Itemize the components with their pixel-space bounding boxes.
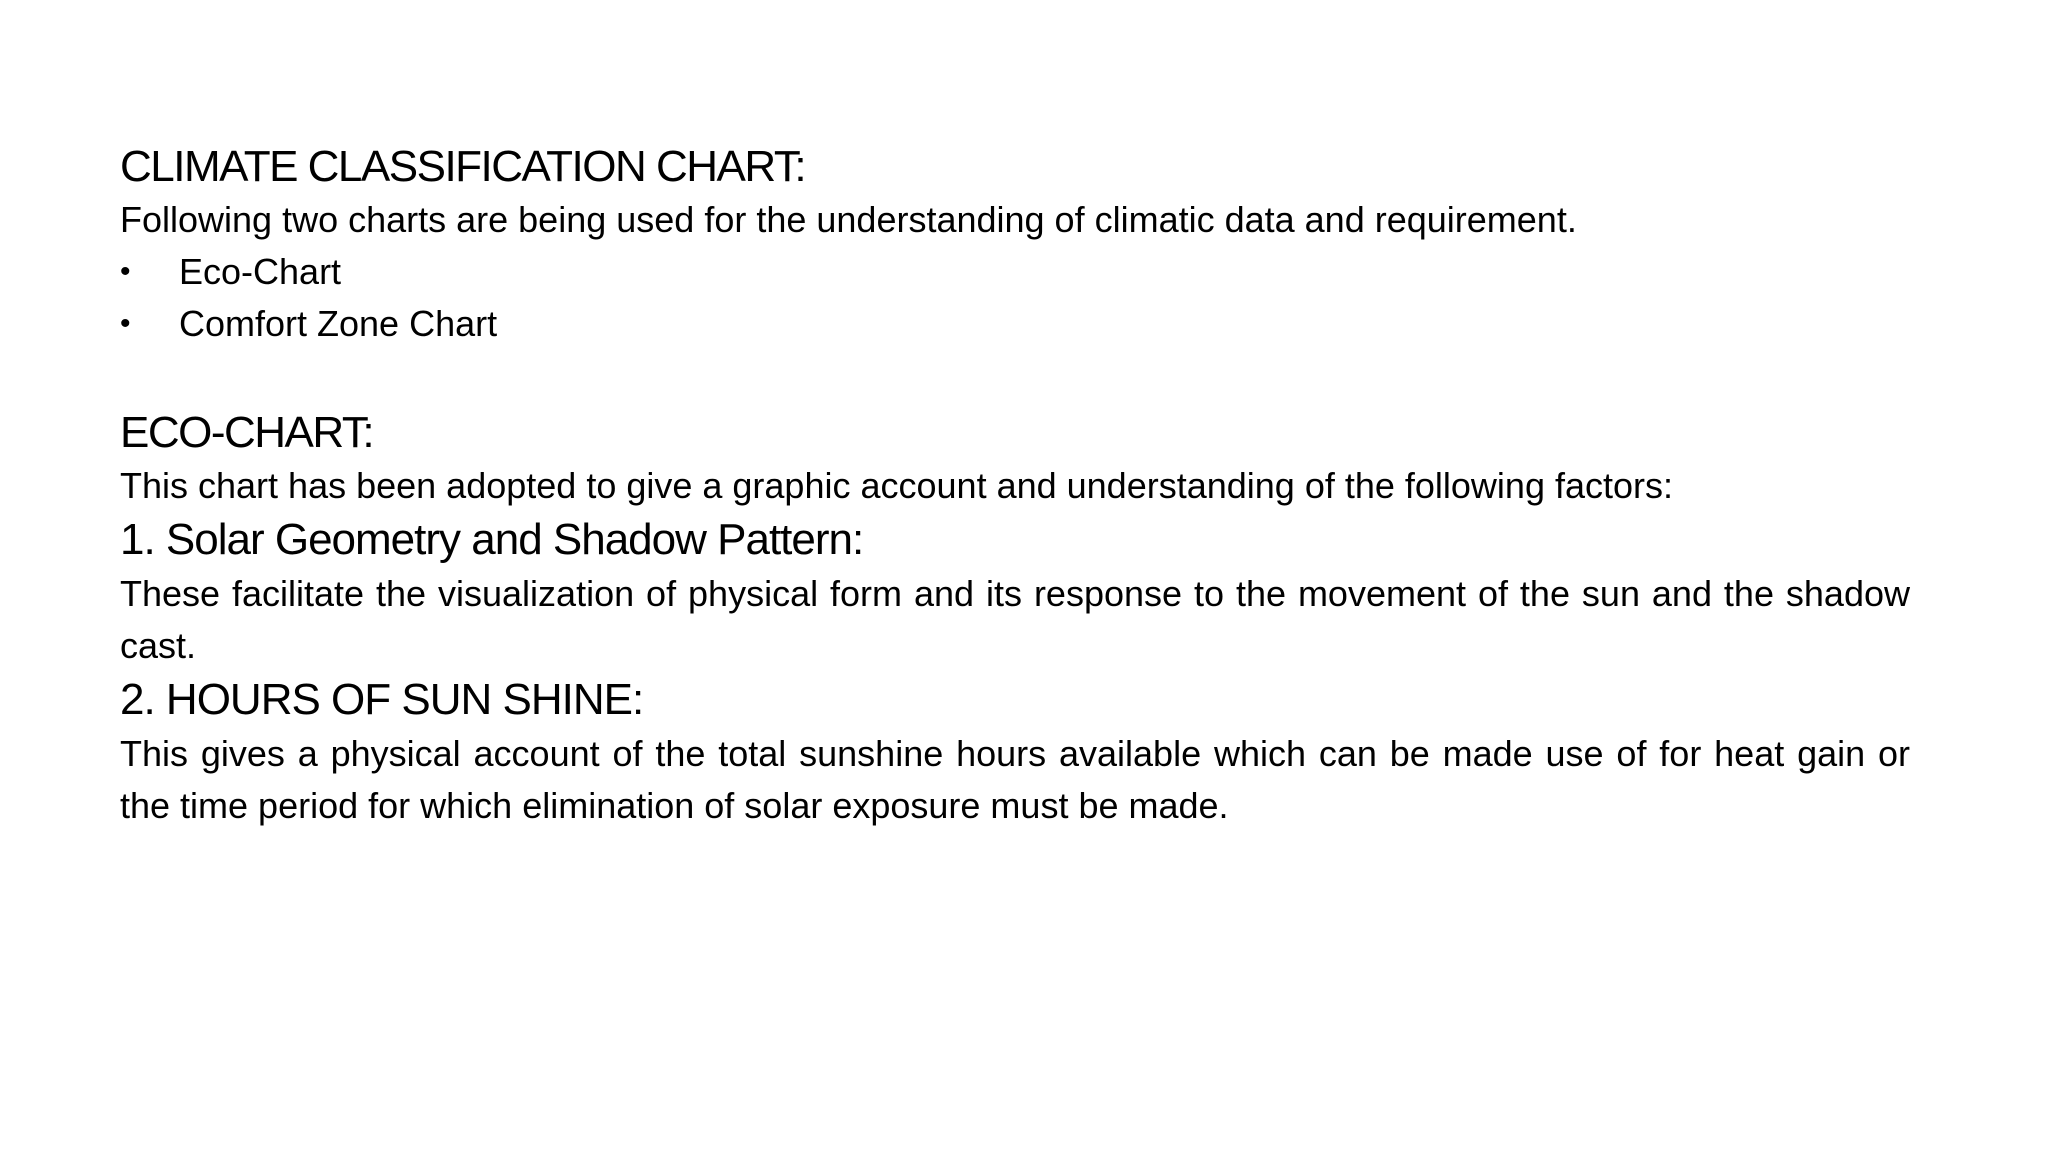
list-item-comfort-zone-chart [120,298,1910,350]
bullet-icon: • [120,255,131,288]
eco-chart-intro-text: This chart has been adopted to give a graphic account and understanding of the following factors: [120,465,1674,506]
charts-bullet-list [120,246,1910,350]
list-item-label: Eco-Chart [179,251,342,292]
hours-of-sunshine-text: This gives a physical account of the total sunshine hours available which can be made use of for heat gain or the time period for which elimination of solar exposure must be made. [120,733,1910,826]
solar-geometry-text: These facilitate the visualization of physical form and its response to the movement of the sun and the shadow cast. [120,573,1910,666]
slide-content [120,140,1910,832]
climate-classification-heading: CLIMATE CLASSIFICATION CHART: [120,142,806,191]
bullet-icon: • [120,307,131,340]
hours-of-sunshine-heading: 2. HOURS OF SUN SHINE: [120,675,644,724]
section-spacer [120,350,1910,406]
list-item-label: Comfort Zone Chart [179,303,498,344]
eco-chart-heading: ECO-CHART: [120,408,374,457]
list-item-eco-chart [120,246,1910,298]
charts-intro-text: Following two charts are being used for the understanding of climatic data and requirement. [120,199,1577,240]
solar-geometry-heading: 1. Solar Geometry and Shadow Pattern: [120,515,864,564]
